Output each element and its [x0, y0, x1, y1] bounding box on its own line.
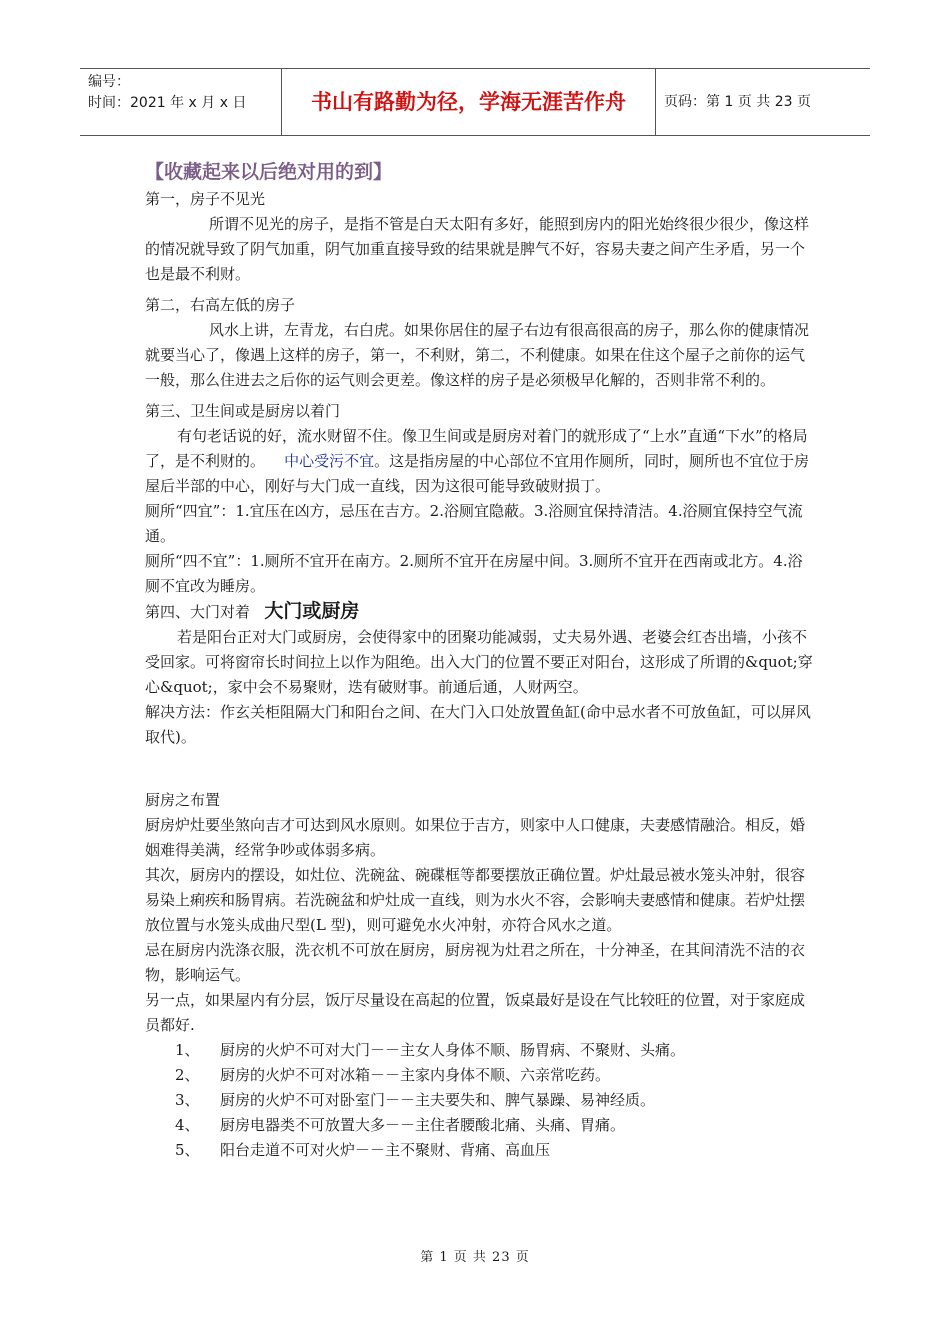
page-title: 【收藏起来以后绝对用的到】 — [145, 161, 393, 183]
section-4-solution: 解决方法：作玄关柜阻隔大门和阳台之间、在大门入口处放置鱼缸(命中忌水者不可放鱼缸，可以屏风取代)。 — [145, 703, 811, 746]
kitchen-rules-list — [145, 1038, 815, 1163]
doc-id-label: 编号： — [88, 74, 130, 90]
section-2-body: 风水上讲，左青龙，右白虎。如果你居住的屋子右边有很高很高的房子，那么你的健康情况就要当心了，像遇上这样的房子，第一，不利财，第二，不利健康。如果在住这个屋子之前你的运气一般，那么住进去之后你的运气则会更差。像这样的房子是必须极早化解的，否则非常不利的。 — [145, 321, 810, 389]
kitchen-paragraph-4: 另一点，如果屋内有分层，饭厅尽量设在高起的位置，饭桌最好是设在气比较旺的位置，对于家庭成员都好. — [145, 991, 806, 1034]
header-motto: 书山有路勤为径，学海无涯苦作舟 — [282, 69, 656, 135]
toilet-four-buyi: 厕所“四不宜”：1.厕所不宜开在南方。2.厕所不宜开在房屋中间。3.厕所不宜开在西南或北方。4.浴厕不宜改为睡房。 — [145, 552, 803, 595]
document-body — [145, 157, 815, 1163]
list-item: 3、 厨房的火炉不可对卧室门－－主夫要失和、脾气暴躁、易神经质。 — [175, 1091, 656, 1109]
list-item: 5、 阳台走道不可对火炉－－主不聚财、背痛、高血压 — [175, 1141, 551, 1159]
kitchen-heading: 厨房之布置 — [145, 791, 221, 809]
doc-time: 时间：2021 年 x 月 x 日 — [88, 95, 247, 111]
header-page-info: 页码：第 1 页 共 23 页 — [664, 94, 811, 110]
section-4-heading-b: 大门或厨房 — [264, 600, 360, 622]
list-item: 1、 厨房的火炉不可对大门－－主女人身体不顺、肠胃病、不聚财、头痛。 — [175, 1041, 686, 1059]
section-3-body — [145, 424, 815, 499]
list-item: 2、 厨房的火炉不可对冰箱－－主家内身体不顺、六亲常吃药。 — [175, 1066, 611, 1084]
section-3-heading: 第三、卫生间或是厨房以着门 — [145, 402, 341, 420]
section-3-text-b: 。这是指房屋的中心部位不宜用作厕所，同时，厕所也不宜位于房屋后半部的中心，刚好与大门成一直线，因为这很可能导致破财损丁。 — [145, 452, 810, 495]
section-3-text-a: 有句老话说的好，流水财留不住。像卫生间或是厨房对着门的就形成了“上水”直通“下水”的格局了，是不利财的。 — [145, 427, 808, 470]
list-item: 4、 厨房电器类不可放置大多－－主住者腰酸北痛、头痛、胃痛。 — [175, 1116, 626, 1134]
section-4-body: 若是阳台正对大门或厨房，会使得家中的团聚功能减弱，丈夫易外遇、老婆会红杏出墙，小孩不受回家。可将窗帘长时间拉上以作为阻绝。出入大门的位置不要正对阳台，这形成了所谓的&quot;穿心&quot;，家中会不易聚财，迭有破财事。前通后通，人财两空。 — [145, 628, 813, 696]
section-1-heading: 第一，房子不见光 — [145, 190, 266, 208]
document-header — [80, 68, 870, 136]
kitchen-paragraph-2: 其次，厨房内的摆设，如灶位、洗碗盆、碗碟框等都要摆放正确位置。炉灶最忌被水笼头冲射，很容易染上痢疾和肠胃病。若洗碗盆和炉灶成一直线，则为水火不容，会影响夫妻感情和健康。若炉灶摆放位置与水笼头成曲尺型(L 型)，则可避免水火冲射，亦符合风水之道。 — [145, 866, 806, 934]
section-3-highlight: 中心受污不宜 — [284, 452, 375, 470]
section-1-body: 所谓不见光的房子，是指不管是白天太阳有多好，能照到房内的阳光始终很少很少，像这样的情况就导致了阴气加重，阴气加重直接导致的结果就是脾气不好，容易夫妻之间产生矛盾，另一个也是最不利财。 — [145, 215, 810, 283]
toilet-four-yi: 厕所“四宜”：1.宜压在凶方，忌压在吉方。2.浴厕宜隐蔽。3.浴厕宜保持清洁。4.浴厕宜保持空气流通。 — [145, 502, 803, 545]
section-4-heading — [145, 599, 815, 625]
kitchen-paragraph-1: 厨房炉灶要坐煞向吉才可达到风水原则。如果位于吉方，则家中人口健康，夫妻感情融洽。相反，婚姻难得美满，经常争吵或体弱多病。 — [145, 816, 806, 859]
header-meta — [80, 69, 282, 135]
page-footer: 第 1 页 共 23 页 — [420, 1250, 530, 1265]
kitchen-paragraph-3: 忌在厨房内洗涤衣服，洗衣机不可放在厨房，厨房视为灶君之所在，十分神圣，在其间清洗不洁的衣物，影响运气。 — [145, 941, 806, 984]
section-2-heading: 第二，右高左低的房子 — [145, 296, 296, 314]
section-4-heading-a: 第四、大门对着 — [145, 603, 251, 621]
